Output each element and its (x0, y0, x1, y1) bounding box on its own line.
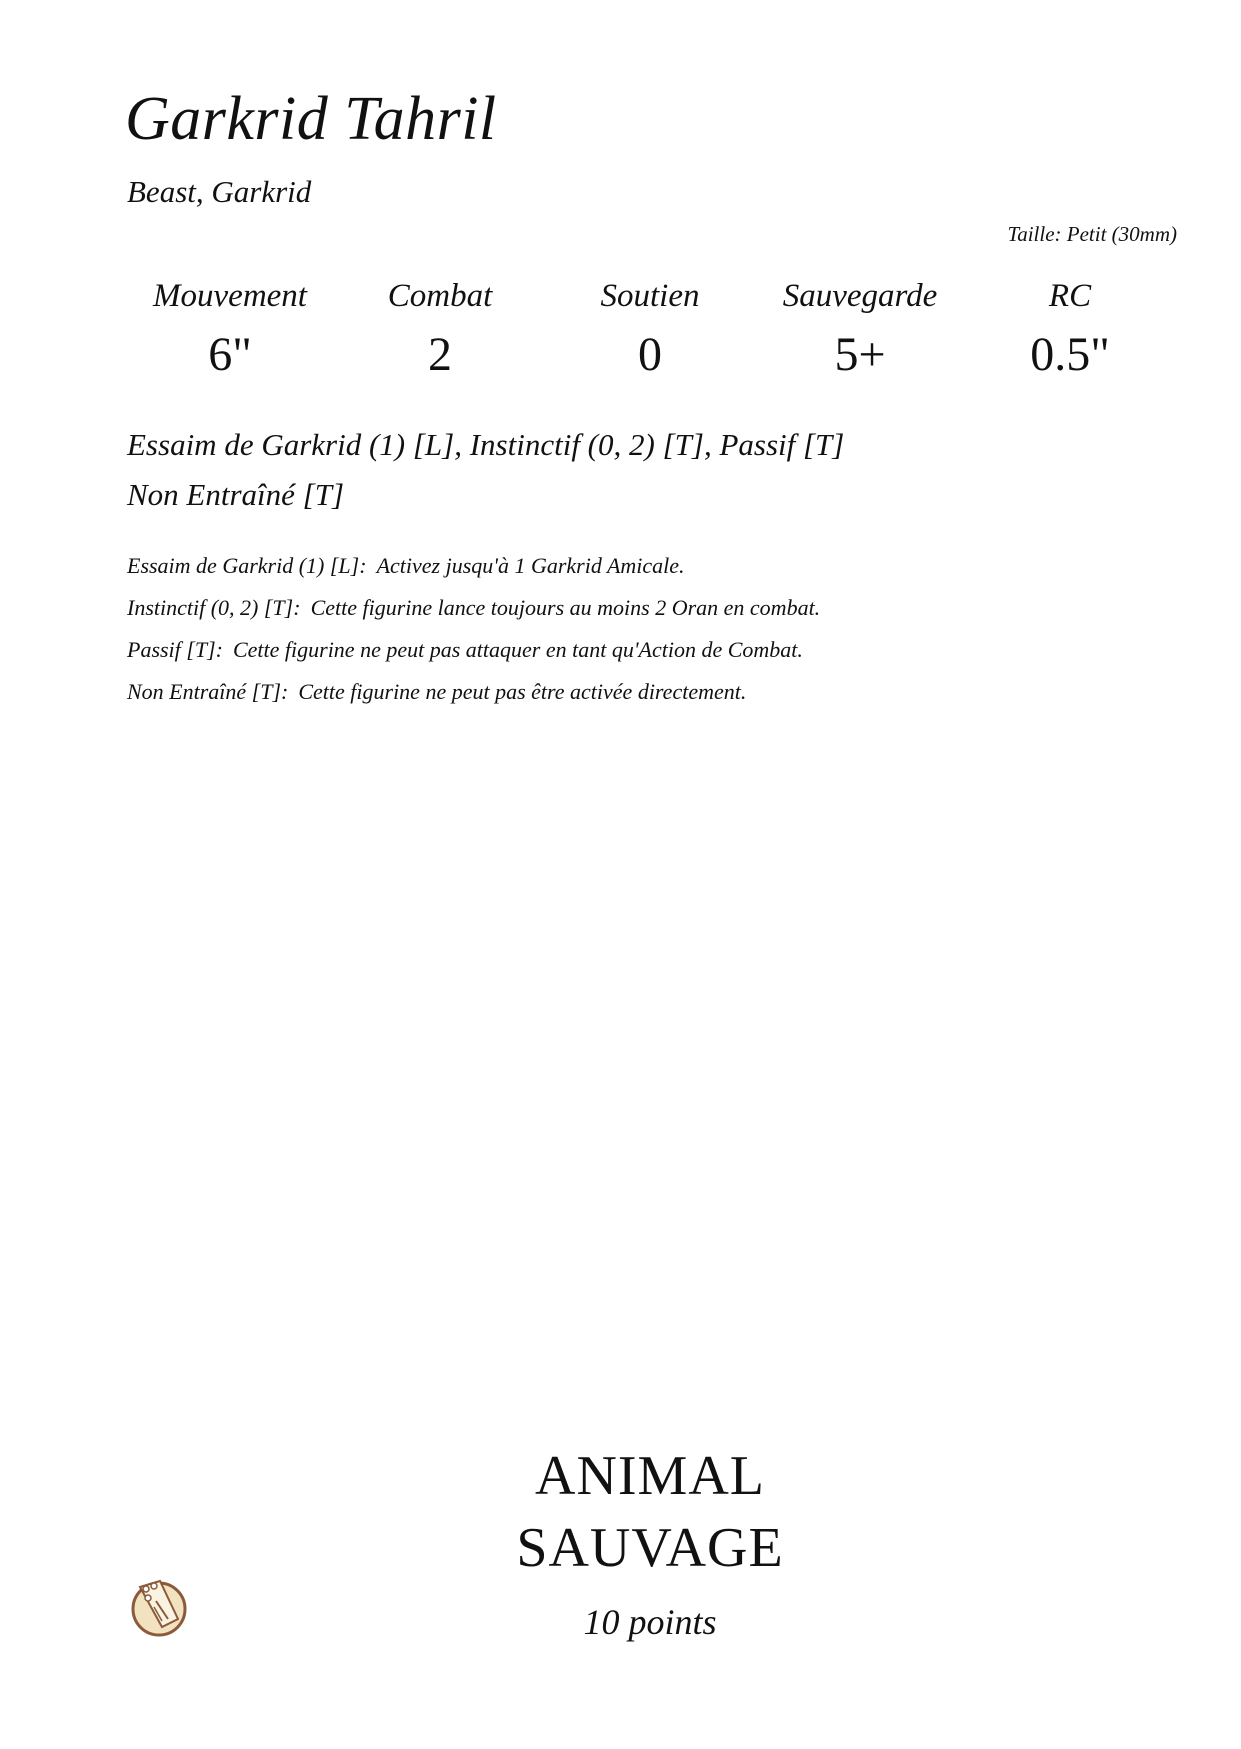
ability-text: Activez jusqu'à 1 Garkrid Amicale. (376, 553, 685, 578)
stat-value: 2 (428, 328, 452, 381)
stat-label: Sauvegarde (782, 278, 938, 314)
unit-types: Beast, Garkrid (127, 174, 312, 209)
stat-value: 0 (638, 328, 662, 381)
category-line-2: SAUVAGE (516, 1517, 784, 1579)
ability-item (127, 629, 1167, 671)
keyword-line-1: Essaim de Garkrid (1) [L], Instinctif (0, 2) [T], Passif [T] (127, 427, 845, 462)
stat-label: Combat (387, 278, 493, 314)
stat-support (550, 280, 750, 379)
scroll-badge-icon (126, 1573, 190, 1637)
ability-name: Passif [T]: (127, 637, 223, 662)
stat-value: 0.5" (1030, 328, 1110, 381)
ability-name: Essaim de Garkrid (1) [L]: (127, 553, 367, 578)
stat-label: RC (1048, 278, 1092, 314)
ability-text: Cette figurine lance toujours au moins 2 Oran en combat. (310, 595, 821, 620)
ability-item (127, 545, 1167, 587)
points-cost: 10 points (583, 1602, 717, 1642)
keyword-list (127, 420, 1127, 520)
stat-row (125, 280, 1125, 390)
stat-label: Soutien (600, 278, 700, 314)
stat-value: 5+ (834, 328, 886, 381)
keyword-line-2: Non Entraîné [T] (127, 477, 345, 512)
stat-rc (970, 280, 1170, 379)
unit-name: Garkrid Tahril (125, 85, 497, 153)
stat-label: Mouvement (153, 278, 307, 314)
ability-item (127, 587, 1167, 629)
ability-name: Instinctif (0, 2) [T]: (127, 595, 301, 620)
ability-list (127, 545, 1167, 713)
unit-size: Taille: Petit (30mm) (1007, 222, 1177, 246)
ability-name: Non Entraîné [T]: (127, 679, 289, 704)
stat-value: 6" (208, 328, 252, 381)
category-line-1: ANIMAL (535, 1445, 765, 1507)
stat-save (760, 280, 960, 379)
unit-footer (450, 1440, 850, 1640)
ability-item (127, 671, 1167, 713)
ability-text: Cette figurine ne peut pas attaquer en tant qu'Action de Combat. (232, 637, 803, 662)
stat-combat (340, 280, 540, 379)
ability-text: Cette figurine ne peut pas être activée directement. (298, 679, 747, 704)
stat-movement (130, 280, 330, 379)
